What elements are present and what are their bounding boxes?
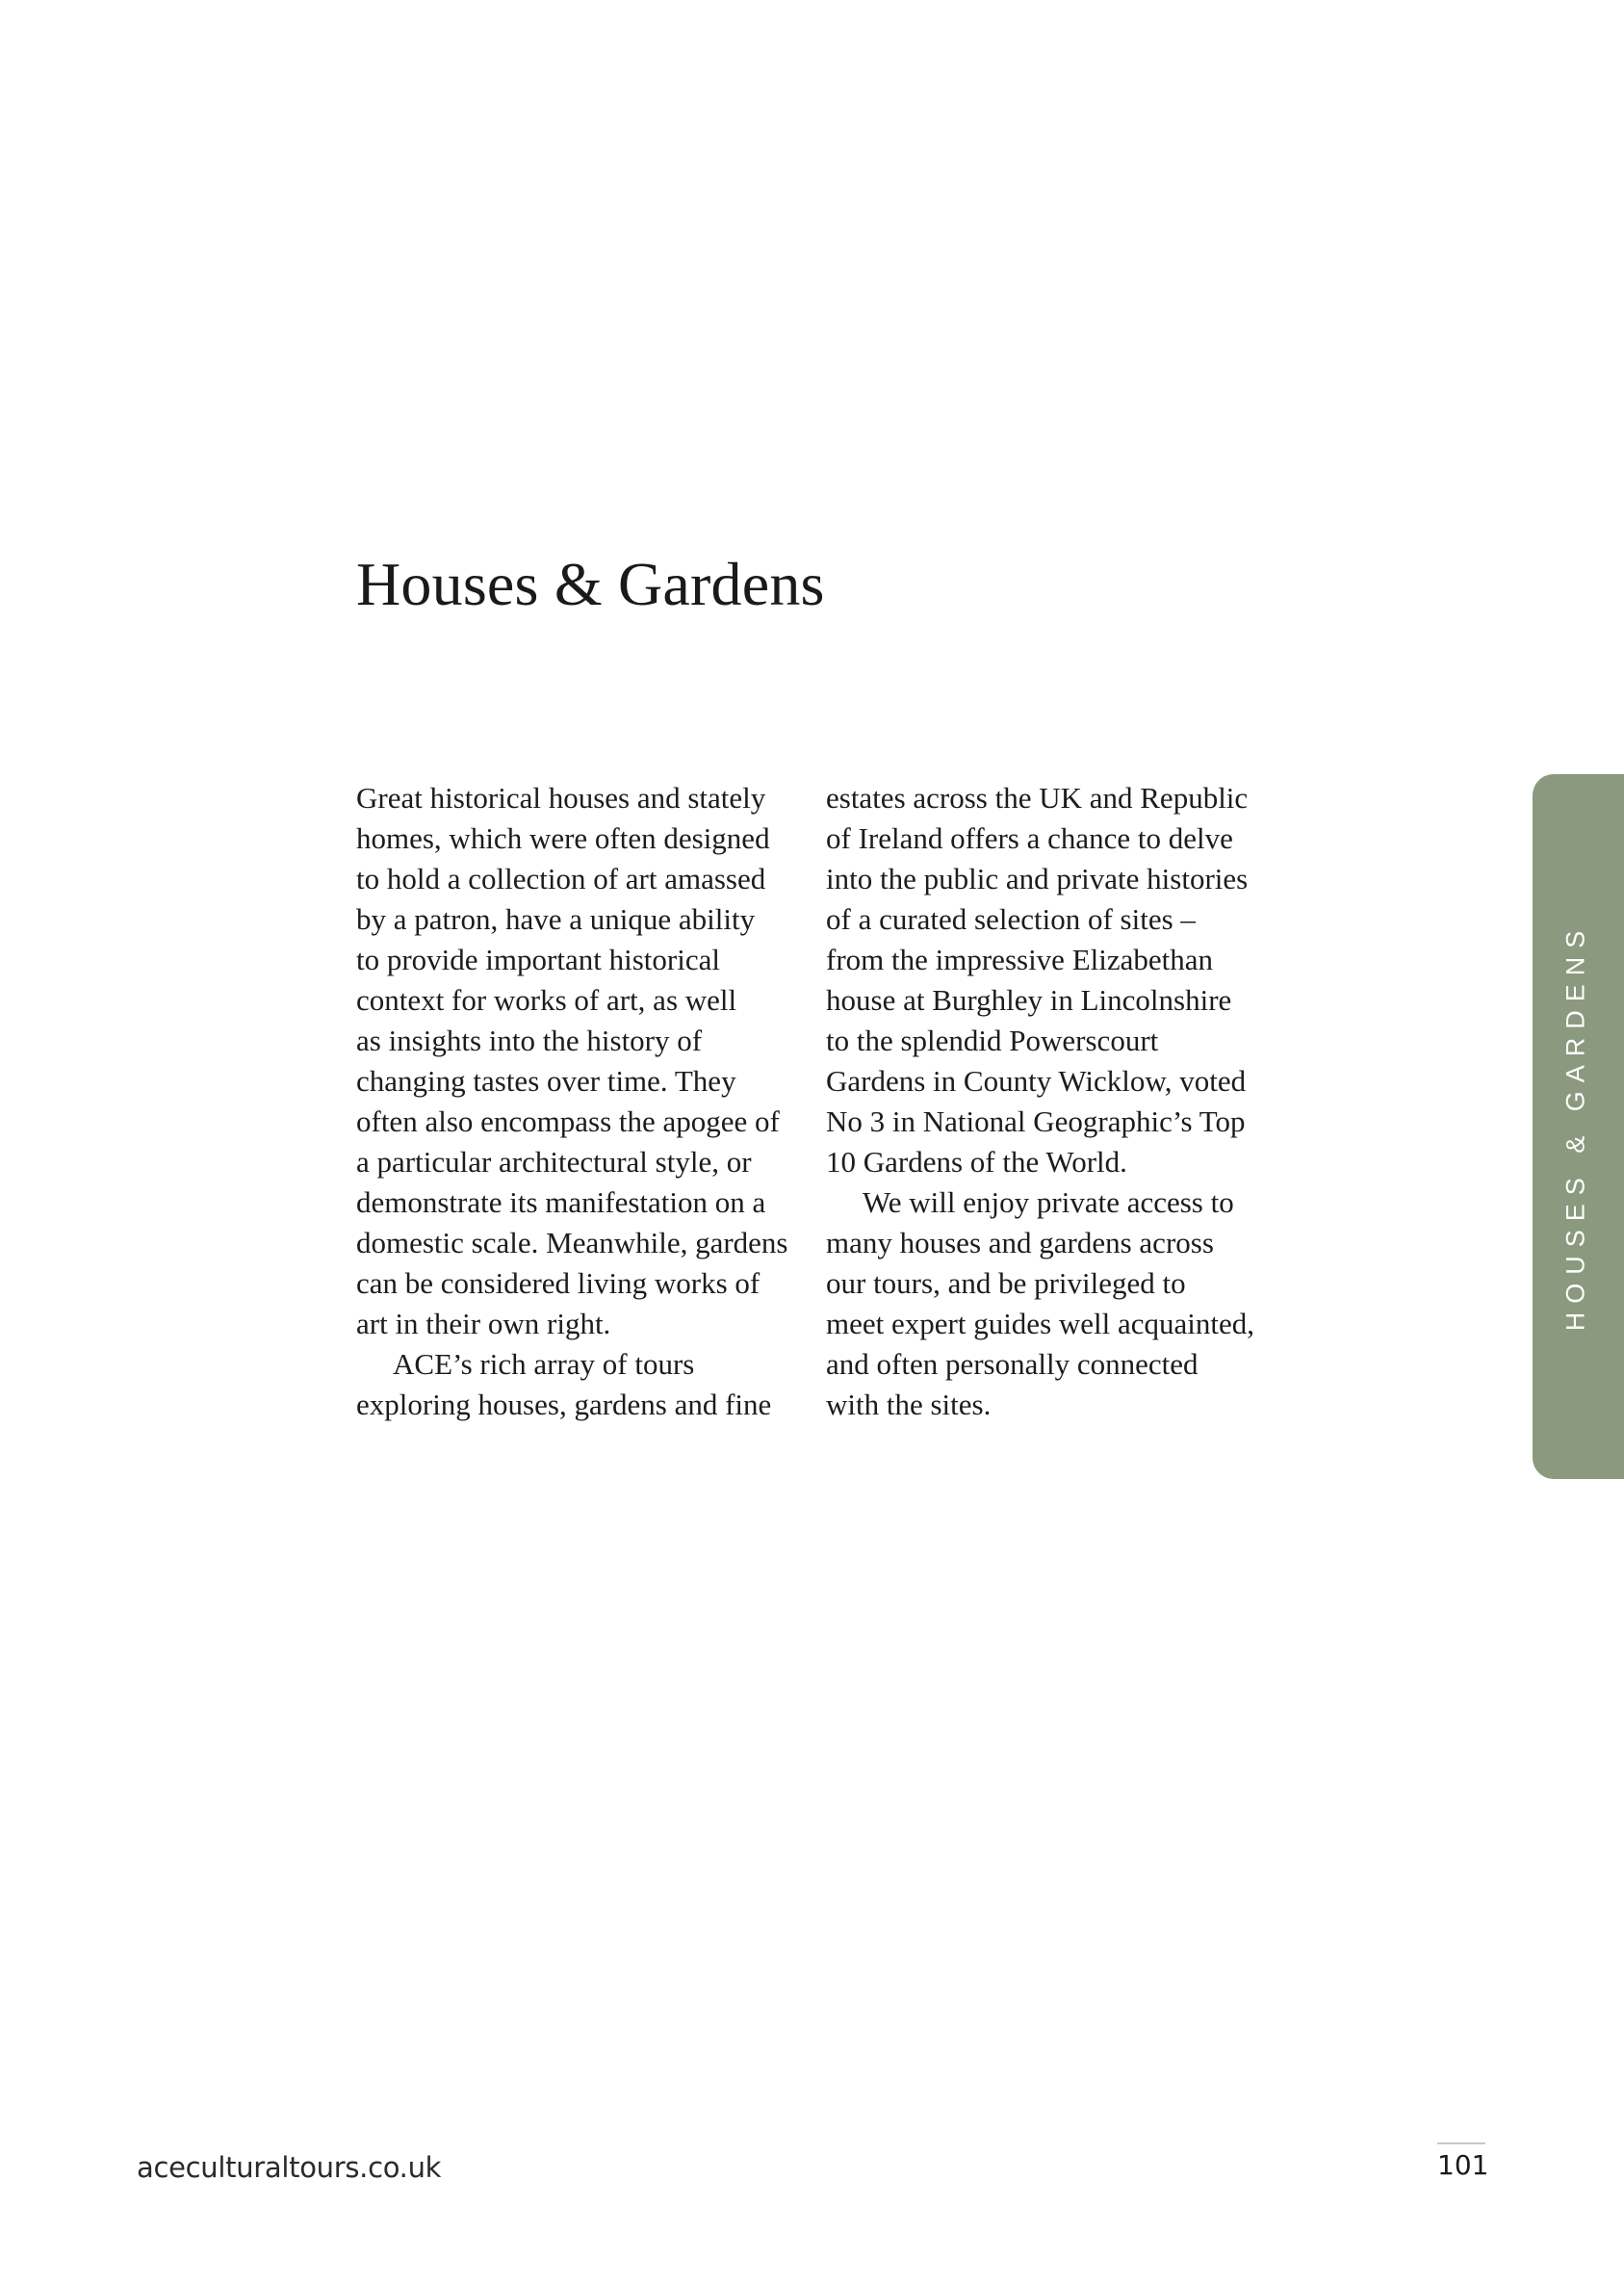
text-line: of Ireland offers a chance to delve [826, 821, 1233, 855]
text-line: art in their own right. [356, 1307, 611, 1340]
section-tab-label: HOUSES & GARDENS [1560, 921, 1590, 1332]
text-line: context for works of art, as well [356, 983, 737, 1017]
text-line: 10 Gardens of the World. [826, 1145, 1127, 1179]
page-number: 101 [1437, 2149, 1489, 2181]
text-line: Great historical houses and stately [356, 781, 766, 815]
text-line: to hold a collection of art amassed [356, 862, 766, 895]
text-line: meet expert guides well acquainted, [826, 1307, 1255, 1340]
text-line: many houses and gardens across [826, 1226, 1214, 1259]
text-line: estates across the UK and Republic [826, 781, 1249, 815]
text-line: with the sites. [826, 1388, 992, 1421]
text-line: of a curated selection of sites – [826, 902, 1196, 936]
text-column-right [826, 778, 1269, 1425]
text-line: changing tastes over time. They [356, 1064, 736, 1098]
text-line: into the public and private histories [826, 862, 1249, 895]
text-line: and often personally connected [826, 1347, 1199, 1381]
page-number-rule [1437, 2142, 1485, 2144]
text-line: to the splendid Powerscourt [826, 1024, 1159, 1057]
text-line: No 3 in National Geographic’s Top [826, 1104, 1246, 1138]
text-line: by a patron, have a unique ability [356, 902, 756, 936]
text-line: ACE’s rich array of tours [393, 1347, 695, 1381]
text-line: house at Burghley in Lincolnshire [826, 983, 1232, 1017]
text-line: We will enjoy private access to [863, 1185, 1234, 1219]
text-column-left [356, 778, 799, 1425]
text-line: as insights into the history of [356, 1024, 703, 1057]
text-line: domestic scale. Meanwhile, gardens [356, 1226, 788, 1259]
text-line: our tours, and be privileged to [826, 1266, 1186, 1300]
text-line: Gardens in County Wicklow, voted [826, 1064, 1247, 1098]
text-line: to provide important historical [356, 943, 720, 976]
text-line: exploring houses, gardens and fine [356, 1388, 772, 1421]
footer-url: aceculturaltours.co.uk [137, 2151, 442, 2184]
text-line: from the impressive Elizabethan [826, 943, 1214, 976]
text-line: demonstrate its manifestation on a [356, 1185, 766, 1219]
text-line: a particular architectural style, or [356, 1145, 752, 1179]
text-line: often also encompass the apogee of [356, 1104, 780, 1138]
text-line: can be considered living works of [356, 1266, 760, 1300]
text-line: homes, which were often designed [356, 821, 770, 855]
page-title: Houses & Gardens [356, 550, 825, 618]
